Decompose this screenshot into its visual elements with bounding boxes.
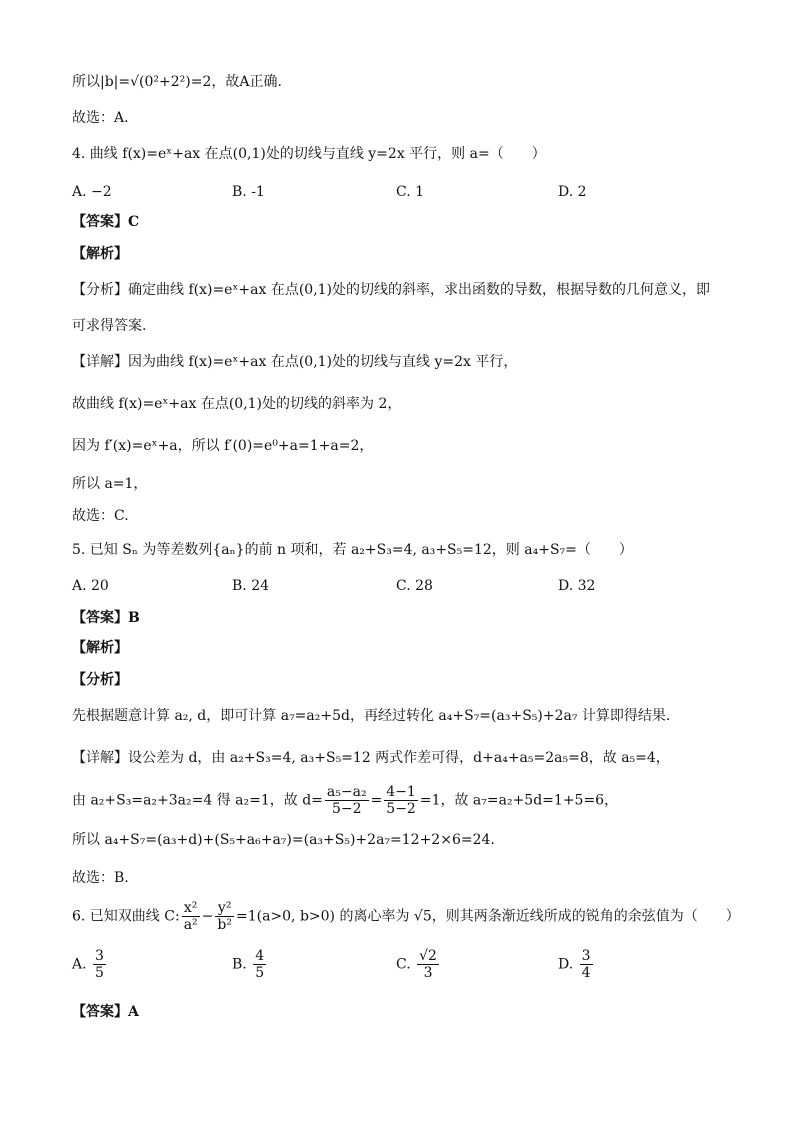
fraction-numerator: y² [215, 900, 234, 917]
answer-label: 【答案】B [72, 610, 140, 626]
option-a: A. 20 [72, 578, 109, 594]
question-4: 4. 曲线 f(x)=eˣ+ax 在点(0,1)处的切线与直线 y=2x 平行，则 a=（ ） [72, 146, 546, 162]
text-segment: 由 a₂+S₃=a₂+3a₂=4 得 a₂=1，故 d= [72, 792, 323, 809]
option-b: B. -1 [232, 184, 265, 200]
text-line: 故选：C. [72, 508, 129, 524]
text-line-with-fraction [72, 784, 618, 817]
text-line: 故选：B. [72, 870, 129, 886]
analysis-label: 【解析】 [72, 246, 128, 262]
question-6 [72, 900, 740, 933]
fraction [182, 900, 200, 933]
option-label: D. [558, 956, 574, 973]
answer-label: 【答案】A [72, 1004, 139, 1020]
fraction-denominator: 3 [423, 965, 433, 981]
option-c [396, 948, 441, 981]
option-b [232, 948, 268, 981]
fraction-denominator: 5 [95, 965, 104, 981]
fraction-denominator: 5−2 [331, 801, 362, 817]
fraction [325, 784, 369, 817]
option-a: A. −2 [72, 184, 112, 200]
option-label: C. [396, 956, 411, 973]
fraction [93, 948, 106, 981]
text-segment: − [201, 908, 214, 925]
option-c: C. 28 [396, 578, 433, 594]
option-c: C. 1 [396, 184, 425, 200]
question-5: 5. 已知 Sₙ 为等差数列{aₙ}的前 n 项和，若 a₂+S₃=4, a₃+S₅=12，则 a₄+S₇=（ ） [72, 542, 633, 558]
text-line: 所以 a=1， [72, 476, 148, 492]
text-line: 故曲线 f(x)=eˣ+ax 在点(0,1)处的切线的斜率为 2， [72, 396, 402, 412]
option-a [72, 948, 108, 981]
fraction-denominator: a² [183, 917, 198, 933]
fraction-denominator: 5−2 [386, 801, 416, 817]
fraction [384, 784, 418, 817]
fraction-numerator: 3 [581, 948, 591, 964]
fraction-numerator: 3 [95, 948, 104, 964]
fraction-denominator: 5 [255, 965, 265, 981]
text-line: 【详解】设公差为 d，由 a₂+S₃=4, a₃+S₅=12 两式作差可得，d+a₄+a₅=2a₅=8，故 a₅=4， [72, 750, 670, 766]
text-line: 因为 f′(x)=eˣ+a，所以 f′(0)=e⁰+a=1+a=2， [72, 438, 374, 454]
fraction-denominator: b² [217, 917, 232, 933]
answer-label: 【答案】C [72, 214, 140, 230]
fraction-numerator: √2 [419, 948, 437, 964]
fraction-denominator: 4 [581, 965, 591, 981]
fraction-numerator: x² [182, 900, 200, 917]
text-line: 故选：A. [72, 110, 129, 126]
fraction [580, 948, 593, 981]
option-b: B. 24 [232, 578, 270, 594]
option-d: D. 2 [558, 184, 587, 200]
option-d [558, 948, 595, 981]
analysis-label: 【解析】 [72, 640, 128, 656]
text-segment: =1，故 a₇=a₂+5d=1+5=6， [419, 792, 619, 809]
fraction-numerator: a₅−a₂ [326, 784, 367, 800]
text-line: 【详解】因为曲线 f(x)=eˣ+ax 在点(0,1)处的切线与直线 y=2x 平行， [72, 354, 518, 370]
text-line: 所以|b|=√(0²+2²)=2，故A正确. [72, 74, 282, 90]
fraction [215, 900, 234, 933]
option-label: B. [232, 956, 247, 973]
fraction-numerator: 4 [255, 948, 265, 964]
text-line: 先根据题意计算 a₂, d，即可计算 a₇=a₂+5d，再经过转化 a₄+S₇=(a₃+S₅)+2a₇ 计算即得结果. [72, 708, 671, 724]
fraction-numerator: 4−1 [386, 784, 416, 800]
option-d: D. 32 [558, 578, 596, 594]
fraction [417, 948, 439, 981]
text-line: 所以 a₄+S₇=(a₃+d)+(S₅+a₆+a₇)=(a₃+S₅)+2a₇=12+2×6=24. [72, 832, 495, 848]
option-label: A. [72, 956, 87, 973]
text-line: 【分析】确定曲线 f(x)=eˣ+ax 在点(0,1)处的切线的斜率，求出函数的导数，根据导数的几何意义，即 [72, 282, 711, 298]
text-line: 可求得答案. [72, 318, 147, 334]
text-segment: 6. 已知双曲线 C: [72, 908, 180, 925]
text-segment: = [370, 792, 383, 809]
fraction [253, 948, 266, 981]
text-segment: =1(a>0, b>0) 的离心率为 √5，则其两条渐近线所成的锐角的余弦值为（ ） [235, 908, 740, 925]
analysis-sub-label: 【分析】 [72, 672, 128, 688]
